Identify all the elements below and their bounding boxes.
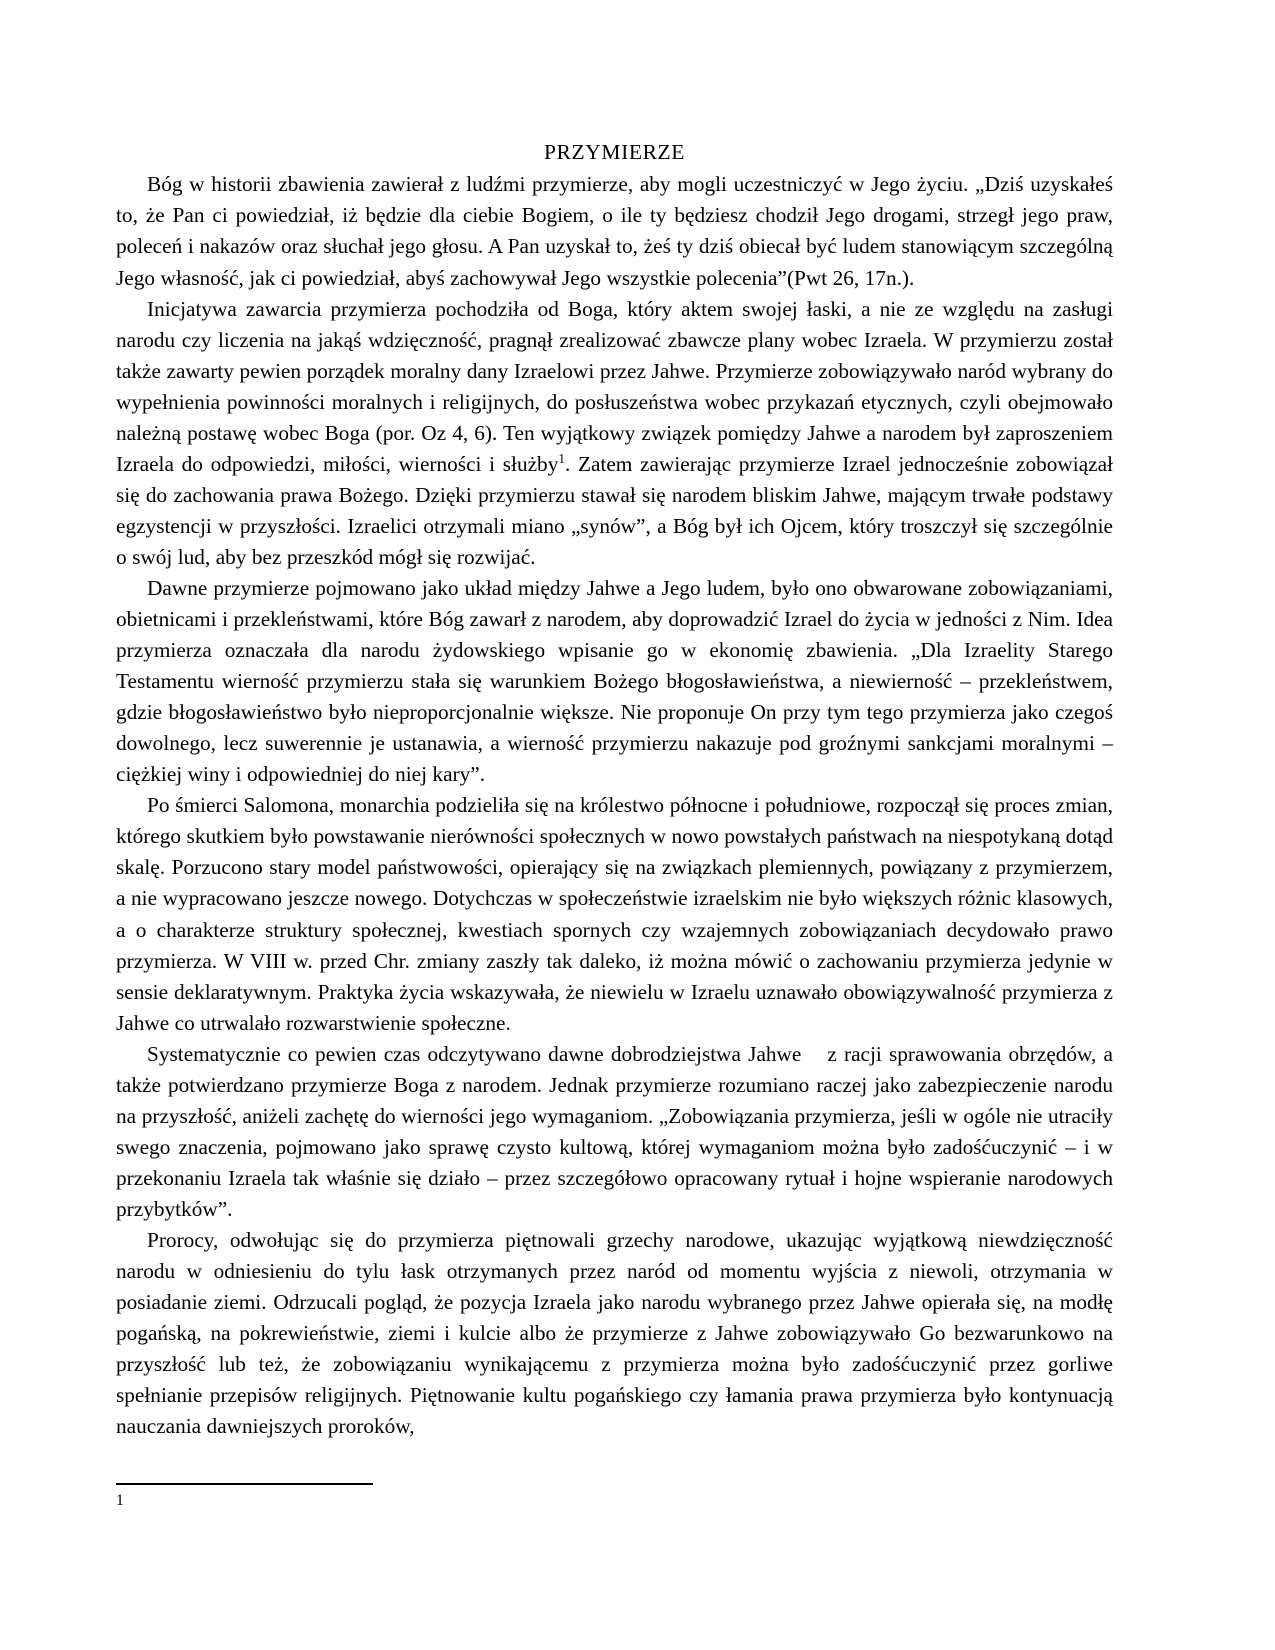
paragraph-3 xyxy=(116,573,1113,790)
paragraph-5-text-part-2: z racji sprawowania obrzędów, a także potwierdzano przymierze Boga z narodem. Jednak przymierze rozumiano raczej jako zabezpieczenie narodu na przyszłość, aniżeli zachętę do wierności jego wymaganiom. „Zobowiązania przymierza, jeśli w ogóle nie utraciły swego znaczenia, pojmowano jako sprawę czysto kultową, której wymaganiom można było zadośćuczynić – i w przekonaniu Izraela tak właśnie się działo – przez szczegółowo opracowany rytuał i hojne wspieranie narodowych przybytków”. xyxy=(116,1041,1113,1221)
paragraph-5 xyxy=(116,1039,1113,1225)
paragraph-1-text: Bóg w historii zbawienia zawierał z ludźmi przymierze, aby mogli uczestniczyć w Jego życiu. „Dziś uzyskałeś to, że Pan ci powiedział, iż będzie dla ciebie Bogiem, o ile ty będziesz chodził Jego drogami, strzegł jego praw, poleceń i nakazów oraz słuchał jego głosu. A Pan uzyskał to, żeś ty dziś obiecał być ludem stanowiącym szczególną Jego własność, jak ci powiedział, abyś zachowywał Jego wszystkie polecenia”(Pwt 26, 17n.). xyxy=(116,172,1113,290)
paragraph-4 xyxy=(116,790,1113,1038)
footnote-item: 1 xyxy=(116,1492,124,1509)
footnote-list xyxy=(116,1491,1113,1511)
paragraph-2-text-part-1: Inicjatywa zawarcia przymierza pochodziła od Boga, który aktem swojej łaski, a nie ze względu na zasługi narodu czy liczenia na jakąś wdzięczność, pragnął zrealizować zbawcze plany wobec Izraela. W przymierzu został także zawarty pewien porządek moralny dany Izraelowi przez Jahwe. Przymierze zobowiązywało naród wybrany do wypełnienia powinności moralnych i religijnych, do posłuszeństwa wobec przykazań etycznych, czyli obejmowało należną postawę wobec Boga (por. Oz 4, 6). Ten wyjątkowy związek pomiędzy Jahwe a narodem był zaproszeniem Izraela do odpowiedzi, miłości, wierności i służby xyxy=(116,296,1113,476)
page-content xyxy=(116,138,1113,1442)
paragraph-2-text-part-2: . Zatem zawierając przymierze Izrael jednocześnie zobowiązał się do zachowania prawa Bożego. Dzięki przymierzu stawał się narodem bliskim Jahwe, mającym trwałe podstawy egzystencji w przyszłości. Izraelici otrzymali miano „synów”, a Bóg był ich Ojcem, który troszczył się szczególnie o swój lud, aby bez przeszkód mógł się rozwijać. xyxy=(116,451,1113,569)
paragraph-6-text: Prorocy, odwołując się do przymierza piętnowali grzechy narodowe, ukazując wyjątkową niewdzięczność narodu w odniesieniu do tylu łask otrzymanych przez naród od momentu wyjścia z niewoli, otrzymania w posiadanie ziemi. Odrzucali pogląd, że pozycja Izraela jako narodu wybranego przez Jahwe opierała się, na modłę pogańską, na pokrewieństwie, ziemi i kulcie albo że przymierze z Jahwe zobowiązywało Go bezwarunkowo na przyszłość lub też, że zobowiązaniu wynikającemu z przymierza można było zadośćuczynić przez gorliwe spełnianie przepisów religijnych. Piętnowanie kultu pogańskiego czy łamania prawa przymierza było kontynuacją nauczania dawniejszych proroków, xyxy=(116,1227,1113,1439)
paragraph-5-text-part-1: Systematycznie co pewien czas odczytywano dawne dobrodziejstwa Jahwe xyxy=(147,1041,802,1066)
paragraph-1 xyxy=(116,169,1113,293)
paragraph-6 xyxy=(116,1225,1113,1442)
footnote-reference-1[interactable]: 1 xyxy=(558,450,565,466)
paragraph-4-text: Po śmierci Salomona, monarchia podzieliła się na królestwo północne i południowe, rozpoczął się proces zmian, którego skutkiem było powstawanie nierówności społecznych w nowo powstałych państwach na niespotykaną dotąd skalę. Porzucono stary model państwowości, opierający się na związkach plemiennych, powiązany z przymierzem, a nie wypracowano jeszcze nowego. Dotychczas w społeczeństwie izraelskim nie było większych różnic klasowych, a o charakterze struktury społecznej, kwestiach spornych czy wzajemnych zobowiązaniach decydowało prawo przymierza. W VIII w. przed Chr. zmiany zaszły tak daleko, iż można mówić o zachowaniu przymierza jedynie w sensie deklaratywnym. Praktyka życia wskazywała, że niewielu w Izraelu uznawało obowiązywalność przymierza z Jahwe co utrwalało rozwarstwienie społeczne. xyxy=(116,793,1113,1035)
paragraph-3-text: Dawne przymierze pojmowano jako układ między Jahwe a Jego ludem, było ono obwarowane zobowiązaniami, obietnicami i przekleństwami, które Bóg zawarł z narodem, aby doprowadzić Izrael do życia w jedności z Nim. Idea przymierza oznaczała dla narodu żydowskiego wpisanie go w ekonomię zbawienia. „Dla Izraelity Starego Testamentu wierność przymierzu stała się warunkiem Bożego błogosławieństwa, a niewierność – przekleństwem, gdzie błogosławieństwo było nieproporcjonalnie większe. Nie proponuje On przy tym tego przymierza jako czegoś dowolnego, lecz suwerennie je ustanawia, a wierność przymierzu nakazuje pod groźnymi sankcjami moralnymi – ciężkiej winy i odpowiedniej do niej kary”. xyxy=(116,575,1113,787)
footnote-area xyxy=(116,1483,1113,1511)
body-text-column xyxy=(116,169,1113,1442)
page-title: PRZYMIERZE xyxy=(544,140,685,164)
footnote-separator-rule xyxy=(116,1483,373,1485)
paragraph-2 xyxy=(116,294,1113,573)
